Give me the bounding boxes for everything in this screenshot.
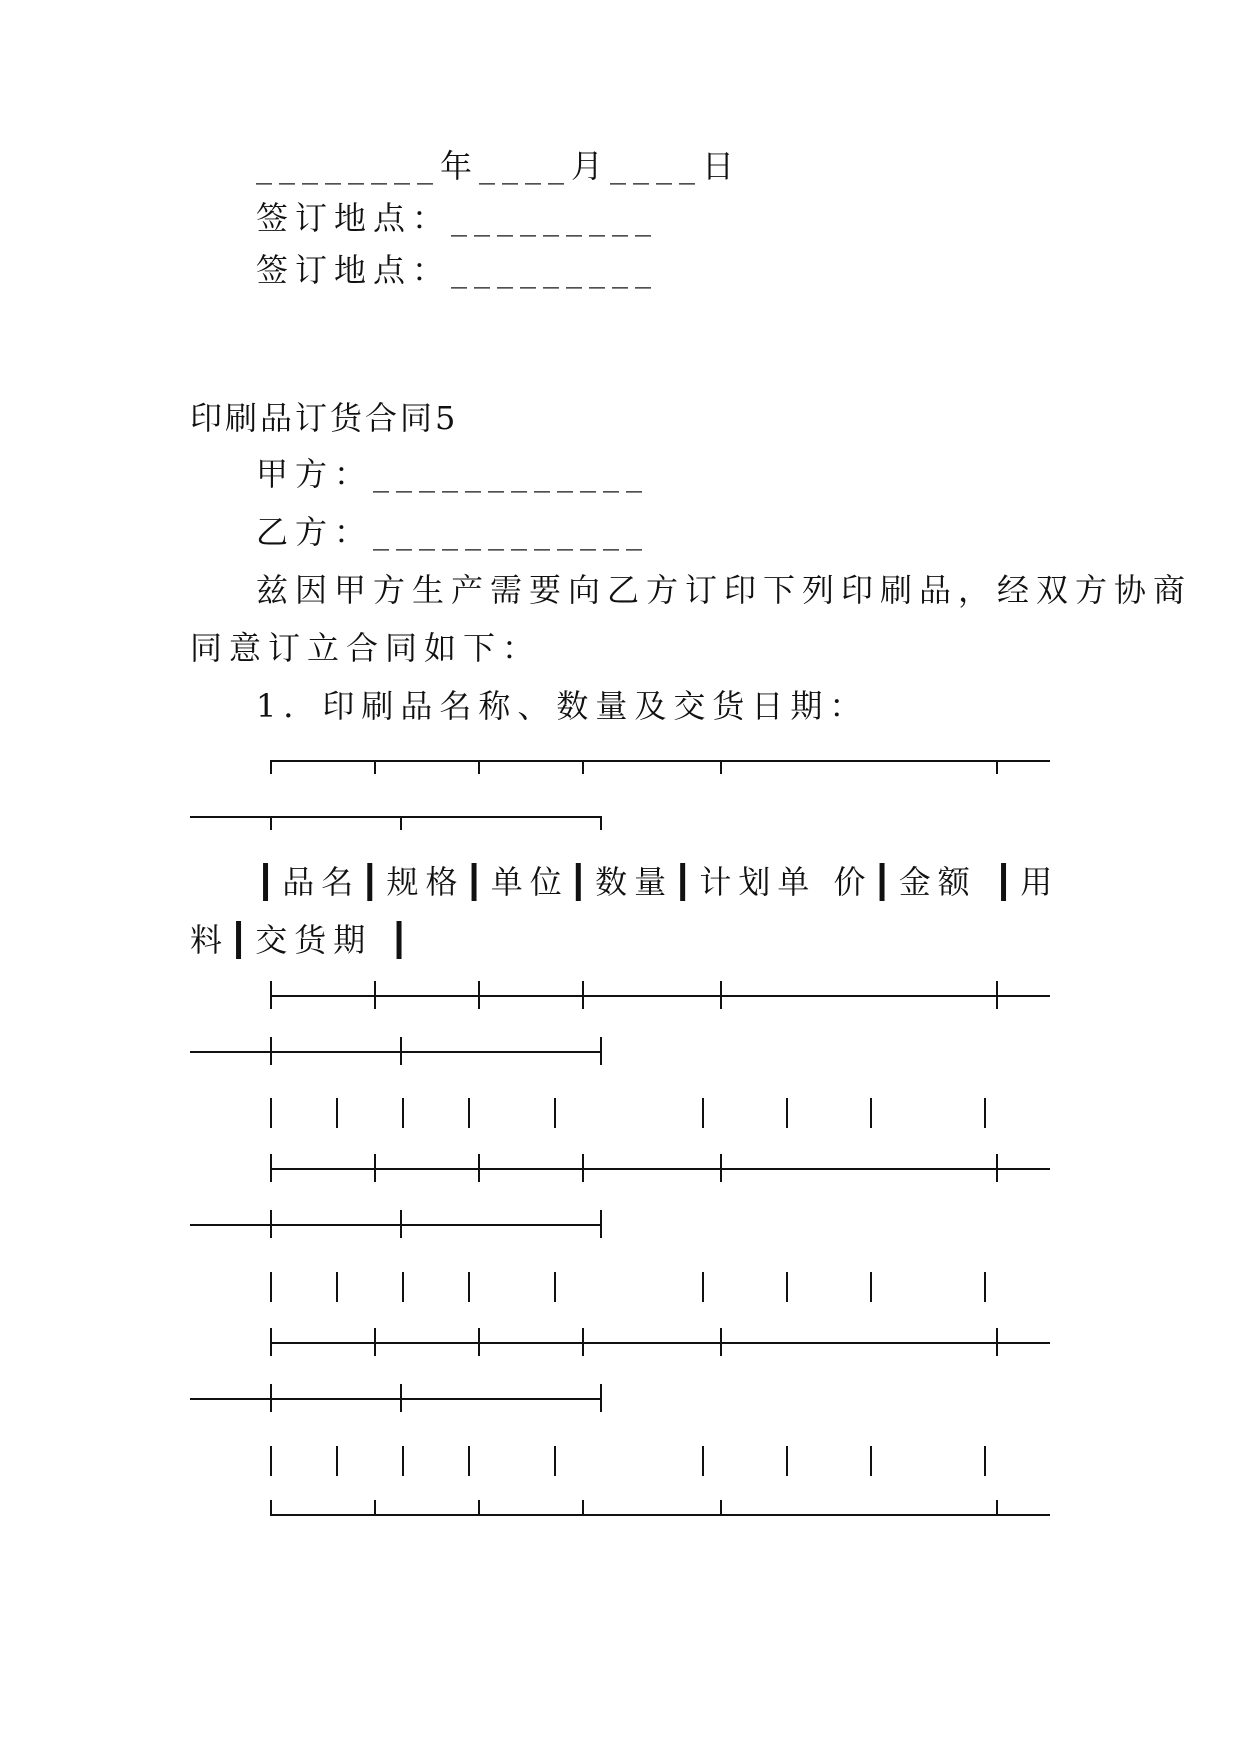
party-a-line: 甲方：____________ — [256, 455, 650, 493]
sign-place-line: 签订地点：_________ — [256, 251, 659, 289]
intro-paragraph: 同意订立合同如下： — [190, 629, 542, 667]
table-row — [190, 1272, 1050, 1306]
table-header-row: ┃品名┃规格┃单位┃数量┃计划单 价┃金额 ┃用 — [256, 863, 1060, 901]
table-row — [190, 1098, 1050, 1132]
table-separator — [190, 995, 1050, 1065]
table-header-row: 料┃交货期 ┃ — [190, 921, 416, 959]
party-b-line: 乙方：____________ — [256, 513, 650, 551]
clause-heading: 1．印刷品名称、数量及交货日期： — [256, 687, 869, 725]
contract-title: 印刷品订货合同5 — [190, 399, 459, 437]
date-line: ________年____月____日 — [256, 147, 742, 185]
intro-paragraph: 兹因甲方生产需要向乙方订印下列印刷品，经双方协商 — [256, 571, 1193, 609]
table-row — [190, 1446, 1050, 1480]
sign-place-line: 签订地点：_________ — [256, 199, 659, 237]
table-separator — [190, 1168, 1050, 1238]
table-bottom-border — [190, 1500, 1050, 1530]
table-separator — [190, 1342, 1050, 1412]
table-top-border — [190, 760, 1050, 830]
